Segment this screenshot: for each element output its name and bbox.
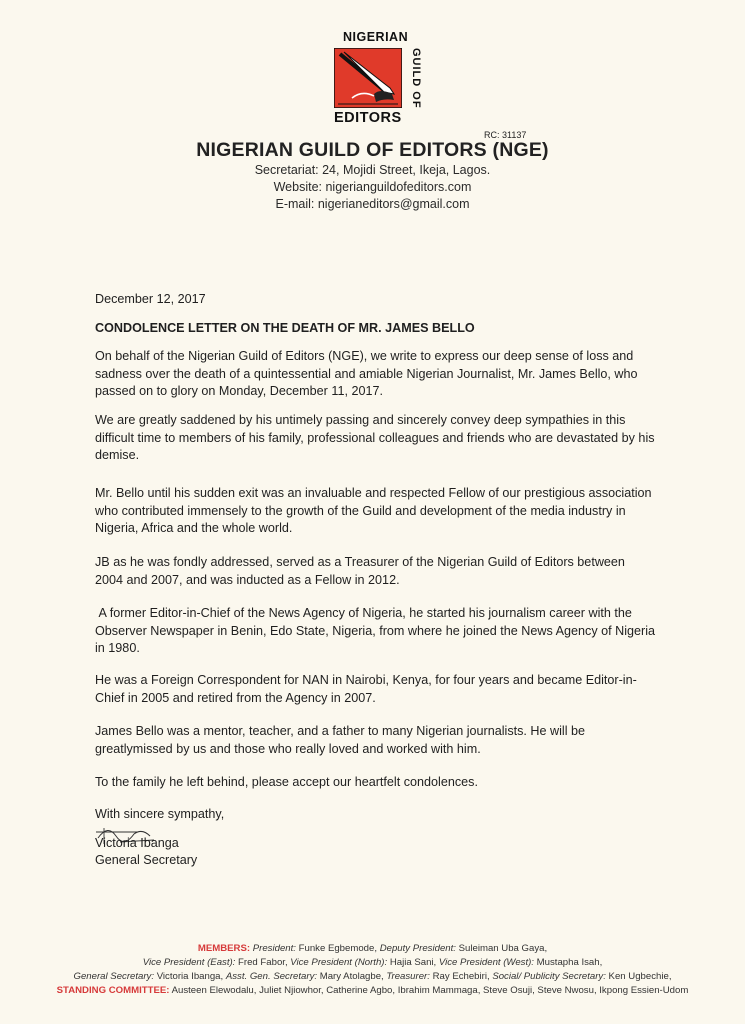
footer-role: Deputy President: xyxy=(379,943,456,954)
letter-heading: CONDOLENCE LETTER ON THE DEATH OF MR. JAMES BELLO xyxy=(95,321,475,335)
standing-committee-members: Austeen Elewodalu, Juliet Njiowhor, Catherine Agbo, Ibrahim Mammaga, Steve Osuji, Steve Nwosu, Ikpong Essien-Udom xyxy=(169,985,689,996)
paragraph-6: He was a Foreign Correspondent for NAN in Nairobi, Kenya, for four years and became Editor-in-Chief in 2005 and retired from the Agency in 2007. xyxy=(95,673,637,705)
footer-member-name: Victoria Ibanga, xyxy=(154,971,226,982)
closing-line: With sincere sympathy, xyxy=(95,807,225,821)
footer-role: President: xyxy=(252,943,296,954)
paragraph-7: James Bello was a mentor, teacher, and a father to many Nigerian journalists. He will be greatlymissed by us and those who really loved and worked with him. xyxy=(95,724,585,756)
footer-role: Vice President (West): xyxy=(438,957,534,968)
logo-text-top: NIGERIAN xyxy=(343,30,409,44)
website-line: Website: nigerianguildofeditors.com xyxy=(273,180,472,194)
letter-date: December 12, 2017 xyxy=(95,292,206,306)
registration-number: RC: 31137 xyxy=(484,130,527,140)
footer-role: Asst. Gen. Secretary: xyxy=(225,971,318,982)
logo-text-side: GUILD OF xyxy=(410,48,422,109)
footer-member-name: Funke Egbemode, xyxy=(295,943,380,954)
quill-emblem-icon xyxy=(334,48,402,108)
footer-line-2 xyxy=(0,957,745,968)
footer-member-name: Mary Atolagbe, xyxy=(317,971,387,982)
footer-role: Vice President (North): xyxy=(290,957,388,968)
paragraph-8: To the family he left behind, please accept our heartfelt condolences. xyxy=(95,775,478,789)
footer-role: Treasurer: xyxy=(386,971,430,982)
footer-member-name: Hajia Sani, xyxy=(387,957,439,968)
footer-member-name: Mustapha Isah, xyxy=(533,957,603,968)
footer-line-3 xyxy=(0,971,745,982)
paragraph-3: Mr. Bello until his sudden exit was an invaluable and respected Fellow of our prestigious association who contributed immensely to the growth of the Guild and development of the media industry in Nigeria, Africa and the whole world. xyxy=(95,486,652,536)
footer-role: General Secretary: xyxy=(73,971,155,982)
footer-role: Vice President (East): xyxy=(142,957,236,968)
organization-title: NIGERIAN GUILD OF EDITORS (NGE) xyxy=(196,139,549,161)
footer-line-4 xyxy=(0,985,745,996)
paragraph-2: We are greatly saddened by his untimely passing and sincerely convey deep sympathies in this difficult time to members of his family, professional colleagues and friends who are devastated by his demise. xyxy=(95,413,655,463)
footer-member-name: Suleiman Uba Gaya, xyxy=(455,943,548,954)
signatory-name: Victoria Ibanga xyxy=(95,836,179,850)
footer-member-name: Ray Echebiri, xyxy=(429,971,493,982)
footer-member-name: Fred Fabor, xyxy=(235,957,291,968)
paragraph-4: JB as he was fondly addressed, served as a Treasurer of the Nigerian Guild of Editors between 2004 and 2007, and was inducted as a Fellow in 2012. xyxy=(95,555,625,587)
paragraph-5: A former Editor-in-Chief of the News Agency of Nigeria, he started his journalism career with the Observer Newspaper in Benin, Edo State, Nigeria, from where he joined the News Agency of Nigeria in 1980. xyxy=(95,606,659,656)
footer-member-name: Ken Ugbechie, xyxy=(605,971,672,982)
footer-role: Social/ Publicity Secretary: xyxy=(492,971,606,982)
members-label: MEMBERS: xyxy=(197,943,251,954)
logo-text-bottom: EDITORS xyxy=(334,110,402,126)
standing-committee-label: STANDING COMMITTEE: xyxy=(56,985,170,996)
paragraph-1: On behalf of the Nigerian Guild of Editors (NGE), we write to express our deep sense of loss and sadness over the death of a quintessential and amiable Nigerian Journalist, Mr. James Bello, who passed on to glory on Monday, December 11, 2017. xyxy=(95,349,638,399)
footer-line-1 xyxy=(0,943,745,954)
nge-logo xyxy=(316,26,426,130)
secretariat-address: Secretariat: 24, Mojidi Street, Ikeja, Lagos. xyxy=(254,163,491,177)
signatory-title: General Secretary xyxy=(95,853,198,867)
email-line: E-mail: nigerianeditors@gmail.com xyxy=(275,197,470,211)
